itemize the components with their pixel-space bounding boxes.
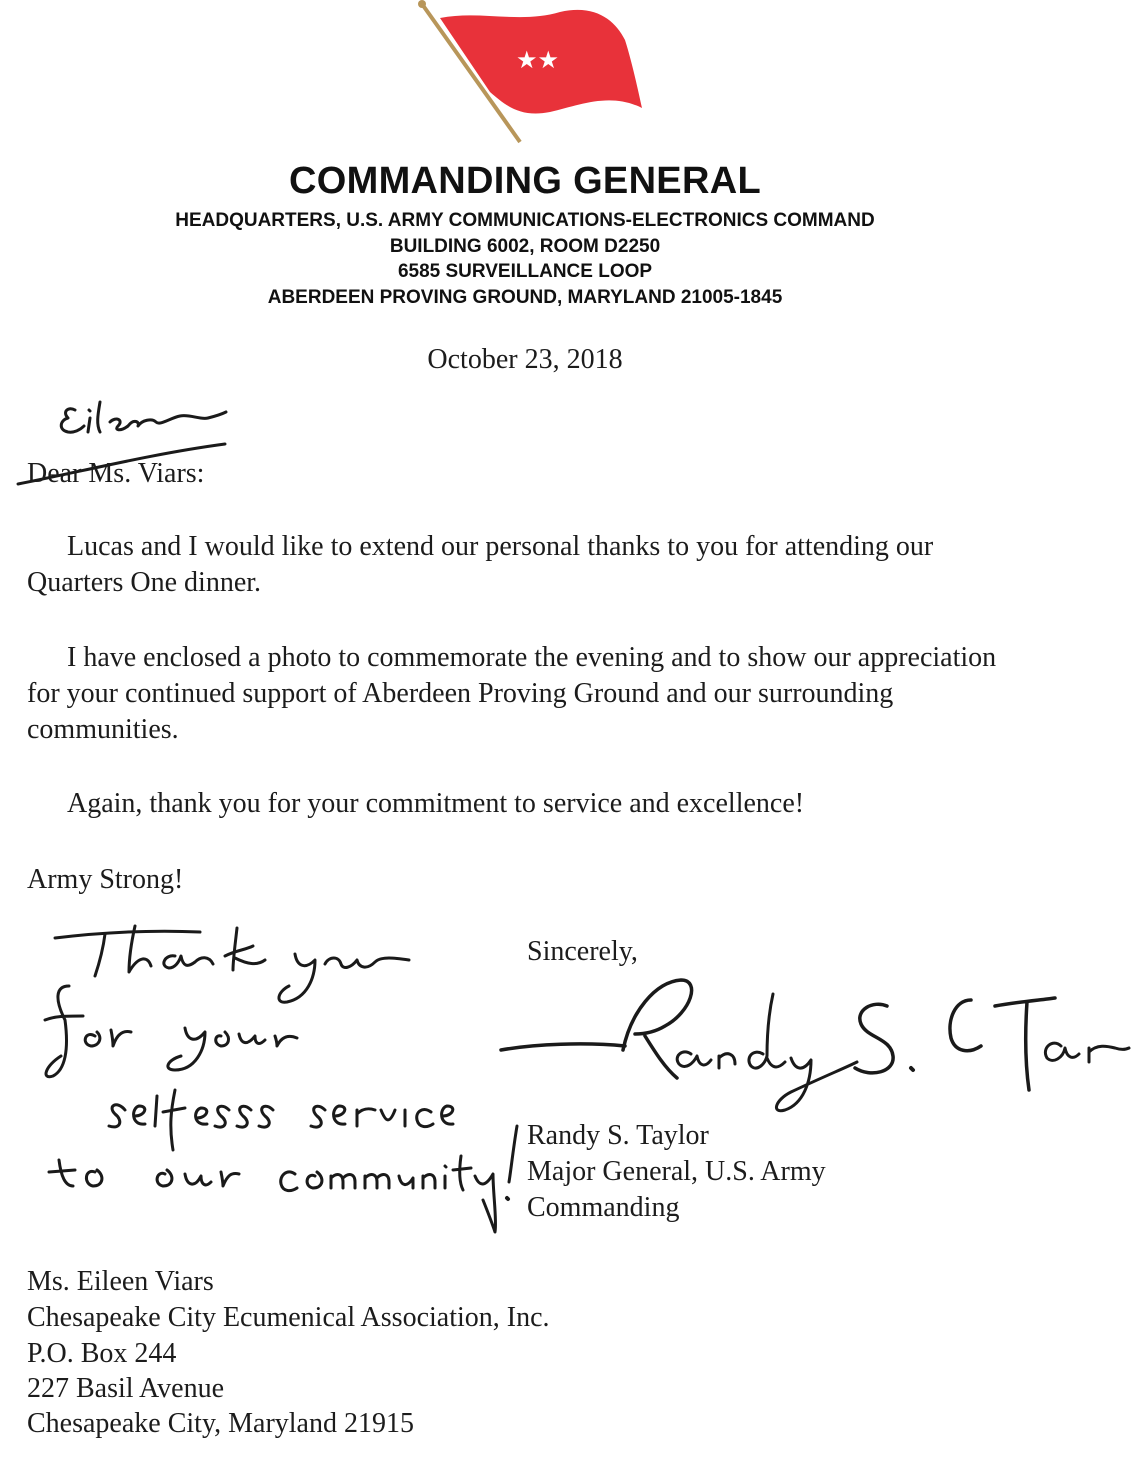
salutation-text: Ms. Viars: xyxy=(81,458,205,489)
salutation xyxy=(27,456,204,492)
recipient-line-2: Chesapeake City Ecumenical Association, Inc. xyxy=(27,1302,550,1333)
letterhead-title: COMMANDING GENERAL xyxy=(289,160,761,202)
recipient-line-1: Ms. Eileen Viars xyxy=(27,1266,214,1297)
letterhead-line-1: HEADQUARTERS, U.S. ARMY COMMUNICATIONS-ELECTRONICS COMMAND xyxy=(175,210,875,231)
signature xyxy=(495,972,1130,1122)
two-star-flag-icon xyxy=(410,0,650,150)
flag-stars: ★★ xyxy=(516,46,560,74)
letter-date: October 23, 2018 xyxy=(427,344,623,375)
recipient-line-3: P.O. Box 244 xyxy=(27,1338,177,1369)
handwritten-note xyxy=(25,920,525,1240)
signer-rank: Major General, U.S. Army xyxy=(527,1156,826,1187)
body-paragraph-1: Lucas and I would like to extend our personal thanks to you for attending our Quarters One dinner. xyxy=(27,531,934,598)
letterhead-line-4: ABERDEEN PROVING GROUND, MARYLAND 21005-1845 xyxy=(267,287,783,308)
handwritten-salutation-name xyxy=(40,392,240,462)
letterhead-line-2: BUILDING 6002, ROOM D2250 xyxy=(389,236,661,257)
valediction: Sincerely, xyxy=(527,936,638,967)
signer-name: Randy S. Taylor xyxy=(527,1120,709,1151)
motto: Army Strong! xyxy=(27,864,184,895)
signer-title: Commanding xyxy=(527,1192,680,1223)
letterhead-line-3: 6585 SURVEILLANCE LOOP xyxy=(397,261,653,282)
salutation-struck-word: Dear xyxy=(27,458,82,489)
body-paragraph-3: Again, thank you for your commitment to service and excellence! xyxy=(67,788,805,819)
recipient-line-4: 227 Basil Avenue xyxy=(27,1373,225,1404)
body-paragraph-2: I have enclosed a photo to commemorate the evening and to show our appreciation for your continued support of Aberdeen Proving Ground and our surrounding communities. xyxy=(27,642,997,745)
recipient-line-5: Chesapeake City, Maryland 21915 xyxy=(27,1408,414,1439)
